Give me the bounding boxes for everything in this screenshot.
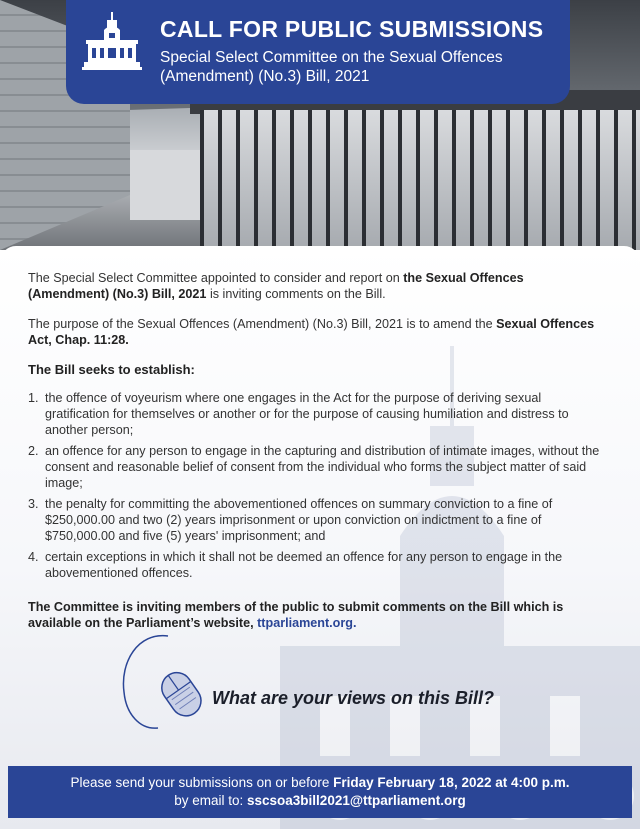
page-title: CALL FOR PUBLIC SUBMISSIONS xyxy=(160,16,544,42)
computer-mouse-icon xyxy=(118,632,210,734)
list-item: 4. certain exceptions in which it shall not be deemed an offence for any person to engage in the abovementioned offences. xyxy=(28,550,563,580)
intro-paragraph-2: The purpose of the Sexual Offences (Amendment) (No.3) Bill, 2021 is to amend the Sexual Offences Act, Chap. 11:28. xyxy=(28,317,595,347)
parliament-building-logo-icon xyxy=(80,10,144,80)
email-line: by email to: sscsoa3bill2021@ttparliament.org xyxy=(174,793,466,808)
title-banner xyxy=(66,0,570,104)
list-item: 3. the penalty for committing the abovementioned offences on summary conviction to a fine of $250,000.00 and two (2) years imprisonment or upon conviction on indictment to a fine of $750,000.00 and five (5) years' imprisonment; and xyxy=(28,497,553,543)
content-card xyxy=(0,246,640,829)
call-to-action: The Committee is inviting members of the public to submit comments on the Bill which is available on the Parliament’s website, ttparliament.org. xyxy=(28,600,564,630)
provisions-list xyxy=(28,390,608,581)
list-item: 2. an offence for any person to engage in the capturing and distribution of intimate images, without the consent and reasonable belief of consent from the individual who forms the subject matter of said image; xyxy=(28,444,600,490)
website-link[interactable]: ttparliament.org. xyxy=(257,616,357,630)
email-link[interactable]: sscsoa3bill2021@ttparliament.org xyxy=(247,793,466,808)
submission-footer xyxy=(8,766,632,818)
list-item: 1. the offence of voyeurism where one engages in the Act for the purpose of deriving sexual gratification for themselves or another or for the purpose of causing humiliation and distress to another person; xyxy=(28,391,569,437)
page-subtitle: Special Select Committee on the Sexual Offences (Amendment) (No.3) Bill, 2021 xyxy=(160,49,503,85)
intro-paragraph-1: The Special Select Committee appointed to consider and report on the Sexual Offences (Amendment) (No.3) Bill, 2021 is inviting comments on the Bill. xyxy=(28,271,524,301)
views-question: What are your views on this Bill? xyxy=(212,688,495,708)
body-content xyxy=(28,270,608,645)
deadline-line: Please send your submissions on or before Friday February 18, 2022 at 4:00 p.m. xyxy=(70,775,570,790)
seeks-heading: The Bill seeks to establish: xyxy=(28,362,195,377)
